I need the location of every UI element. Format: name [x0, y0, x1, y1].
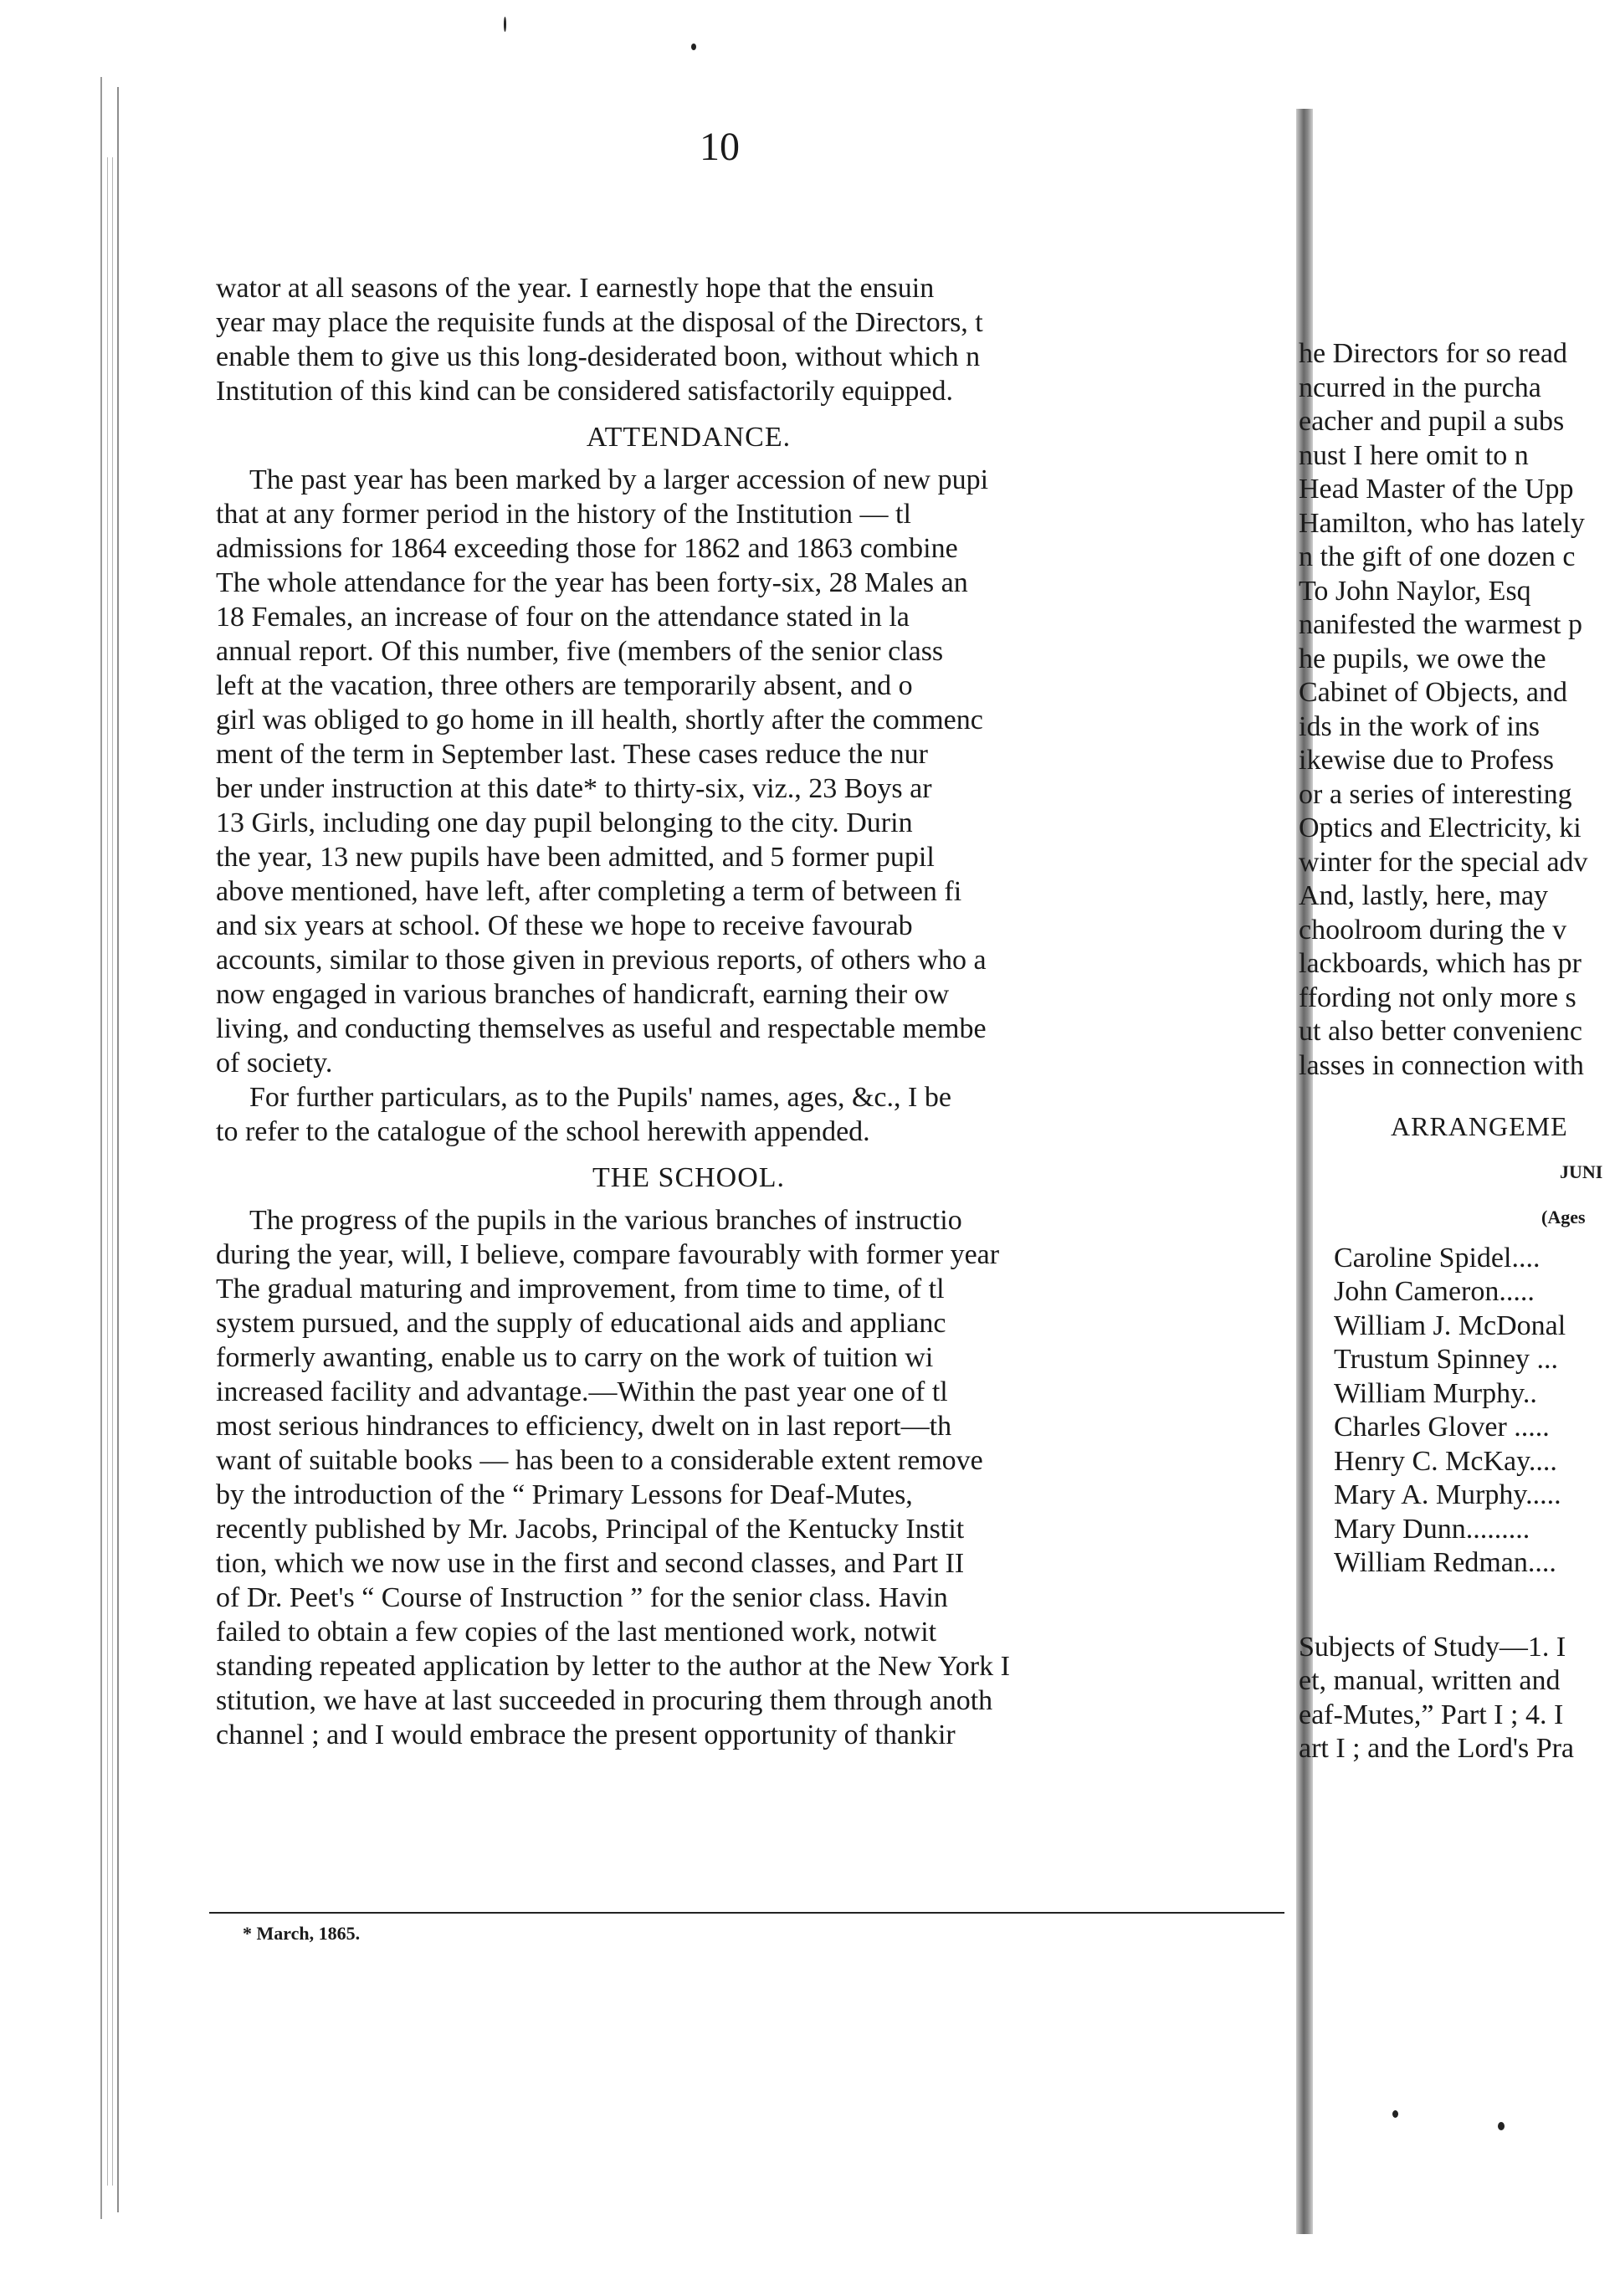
list-item: William J. McDonal: [1334, 1309, 1566, 1341]
text-line: And, lastly, here, may: [1299, 880, 1549, 911]
text-line: nust I here omit to n: [1299, 439, 1529, 471]
text-line: Head Master of the Upp: [1299, 474, 1574, 505]
text-line: during the year, will, I believe, compare favourably with former year: [216, 1239, 1000, 1270]
text-line: increased facility and advantage.—Within the past year one of tl: [216, 1376, 948, 1407]
spacer: [1299, 1581, 1620, 1631]
text-line: Hamilton, who has lately: [1299, 507, 1585, 539]
text-line: recently published by Mr. Jacobs, Principal of the Kentucky Instit: [216, 1514, 965, 1545]
list-item: William Murphy..: [1334, 1377, 1537, 1409]
list-item: Trustum Spinney ...: [1334, 1344, 1558, 1375]
text-line: to refer to the catalogue of the school herewith appended.: [216, 1116, 870, 1147]
text-line: now engaged in various branches of handicraft, earning their ow: [216, 979, 950, 1010]
text-line: enable them to give us this long-desiderated boon, without which n: [216, 341, 981, 372]
text-line: standing repeated application by letter to the author at the New York I: [216, 1651, 1010, 1682]
section-heading: ARRANGEME: [1391, 1111, 1568, 1141]
list-item: Charles Glover .....: [1334, 1412, 1550, 1443]
text-line: admissions for 1864 exceeding those for 1862 and 1863 combine: [216, 533, 958, 564]
text-line: left at the vacation, three others are temporarily absent, and o: [216, 670, 913, 701]
text-line: he pupils, we owe the: [1299, 643, 1546, 674]
scan-speck: [1498, 2122, 1505, 2130]
left-column-text: [216, 271, 1161, 1752]
text-line: winter for the special adv: [1299, 846, 1588, 878]
text-line: ffording not only more s: [1299, 981, 1576, 1013]
text-line: eacher and pupil a subs: [1299, 406, 1565, 437]
text-line: of society.: [216, 1048, 333, 1079]
list-item: Henry C. McKay....: [1334, 1445, 1557, 1477]
text-line: want of suitable books — has been to a considerable extent remove: [216, 1445, 983, 1476]
text-line: ut also better convenienc: [1299, 1016, 1582, 1047]
text-line: or a series of interesting: [1299, 778, 1572, 810]
text-line: et, manual, written and: [1299, 1665, 1561, 1696]
sub-heading: JUNI: [1560, 1161, 1603, 1182]
text-line: wator at all seasons of the year. I earnestly hope that the ensuin: [216, 273, 935, 304]
text-line: 13 Girls, including one day pupil belonging to the city. Durin: [216, 807, 913, 838]
text-line: girl was obliged to go home in ill health, shortly after the commenc: [216, 705, 983, 735]
list-item: Mary A. Murphy.....: [1334, 1479, 1561, 1510]
text-line: The progress of the pupils in the various branches of instructio: [249, 1205, 962, 1236]
text-line: Institution of this kind can be considered satisfactorily equipped.: [216, 376, 953, 407]
text-line: stitution, we have at last succeeded in procuring them through anoth: [216, 1685, 993, 1716]
list-item: Mary Dunn.........: [1334, 1513, 1530, 1545]
text-line: eaf-Mutes,” Part I ; 4. I: [1299, 1699, 1564, 1730]
text-line: The whole attendance for the year has been forty-six, 28 Males an: [216, 567, 968, 598]
scan-speck: [1392, 2110, 1398, 2118]
text-line: annual report. Of this number, five (members of the senior class: [216, 636, 944, 667]
text-line: ids in the work of ins: [1299, 710, 1541, 742]
text-line: The gradual maturing and improvement, from time to time, of tl: [216, 1274, 945, 1304]
text-line: lasses in connection with: [1299, 1049, 1584, 1081]
scan-speck: [504, 17, 506, 32]
text-line: channel ; and I would embrace the present opportunity of thankir: [216, 1719, 956, 1750]
text-line: Optics and Electricity, ki: [1299, 812, 1582, 843]
sub-heading: (Ages: [1541, 1207, 1586, 1227]
text-line: n the gift of one dozen c: [1299, 541, 1576, 572]
text-line: 18 Females, an increase of four on the attendance stated in la: [216, 602, 910, 633]
text-line: ncurred in the purcha: [1299, 372, 1541, 403]
text-line: above mentioned, have left, after completing a term of between fi: [216, 876, 962, 907]
text-line: nanifested the warmest p: [1299, 609, 1582, 640]
text-line: of Dr. Peet's “ Course of Instruction ” for the senior class. Havin: [216, 1582, 948, 1613]
text-line: Cabinet of Objects, and: [1299, 677, 1568, 708]
text-line: The past year has been marked by a larger accession of new pupi: [249, 464, 989, 495]
text-line: accounts, similar to those given in previous reports, of others who a: [216, 945, 987, 976]
text-line: living, and conducting themselves as useful and respectable membe: [216, 1013, 987, 1044]
section-heading: ATTENDANCE.: [586, 422, 792, 453]
text-line: year may place the requisite funds at the disposal of the Directors, t: [216, 307, 983, 338]
text-line: the year, 13 new pupils have been admitted, and 5 former pupil: [216, 842, 935, 873]
text-line: For further particulars, as to the Pupils' names, ages, &c., I be: [249, 1082, 951, 1113]
text-line: most serious hindrances to efficiency, dwelt on in last report—th: [216, 1411, 952, 1442]
list-item: Caroline Spidel....: [1334, 1242, 1541, 1274]
text-line: lackboards, which has pr: [1299, 948, 1582, 979]
text-line: tion, which we now use in the first and second classes, and Part II: [216, 1548, 965, 1579]
page-number: 10: [700, 125, 740, 169]
text-line: by the introduction of the “ Primary Lessons for Deaf-Mutes,: [216, 1479, 913, 1510]
text-line: formerly awanting, enable us to carry on the work of tuition wi: [216, 1342, 934, 1373]
text-line: system pursued, and the supply of educational aids and applianc: [216, 1308, 946, 1339]
section-heading: THE SCHOOL.: [592, 1162, 786, 1193]
text-line: choolroom during the v: [1299, 914, 1567, 946]
text-line: Subjects of Study—1. I: [1299, 1631, 1566, 1663]
right-column-text: [1299, 337, 1620, 1766]
text-line: ment of the term in September last. These cases reduce the nur: [216, 739, 928, 770]
text-line: failed to obtain a few copies of the last mentioned work, notwit: [216, 1617, 937, 1648]
text-line: and six years at school. Of these we hope to receive favourab: [216, 910, 913, 941]
footnote-rule: [209, 1912, 1284, 1914]
scan-speck: [691, 44, 696, 50]
list-item: John Cameron.....: [1334, 1276, 1535, 1307]
page-edge-line: [107, 157, 108, 2186]
text-line: that at any former period in the history of the Institution — tl: [216, 499, 911, 530]
text-line: ikewise due to Profess: [1299, 745, 1555, 776]
page-edge-line: [112, 157, 113, 2186]
footnote: * March, 1865.: [243, 1923, 361, 1944]
text-line: he Directors for so read: [1299, 338, 1567, 369]
text-line: art I ; and the Lord's Pra: [1299, 1733, 1575, 1764]
list-item: William Redman....: [1334, 1547, 1556, 1578]
text-line: To John Naylor, Esq: [1299, 575, 1531, 607]
text-line: ber under instruction at this date* to thirty-six, viz., 23 Boys ar: [216, 773, 932, 804]
